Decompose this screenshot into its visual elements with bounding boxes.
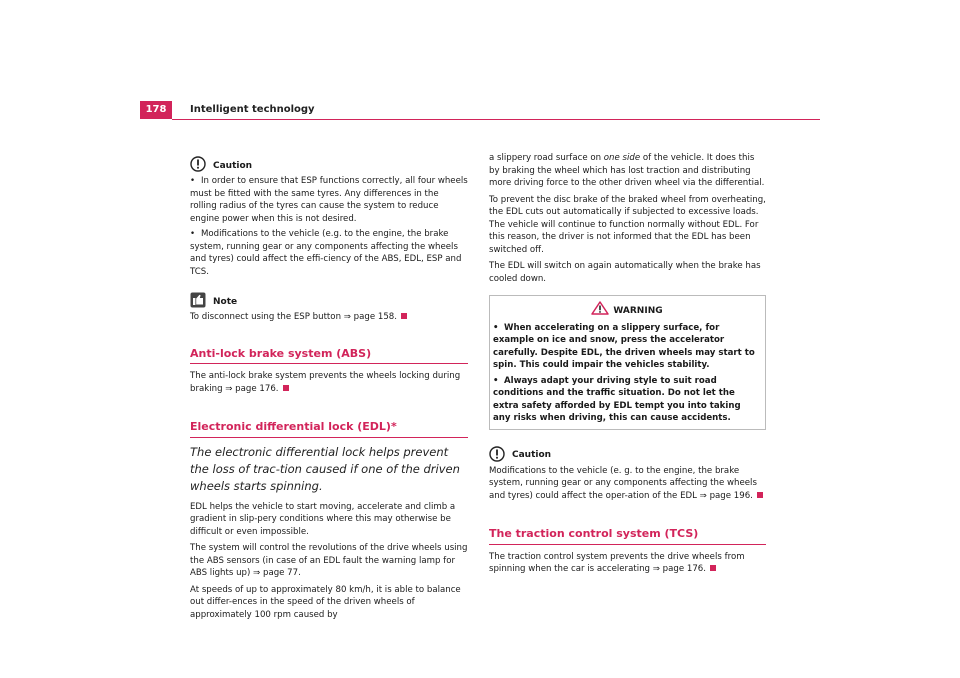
end-mark-icon (757, 492, 763, 498)
note-title: Note (213, 296, 238, 307)
warning-title: WARNING (613, 306, 663, 316)
abs-text: The anti-lock brake system prevents the wheels locking during braking ⇒ page 176. (190, 371, 461, 394)
warning-box (489, 295, 766, 430)
end-mark-icon (283, 385, 289, 391)
running-header: Intelligent technology (190, 104, 315, 115)
warning-heading (493, 301, 761, 318)
warning-bullet: • When accelerating on a slippery surface, for example on ice and snow, press the accelerator carefully. Despite EDL, the driven wheels may start to spin. This could impair the vehicles stability. (493, 322, 755, 370)
note-text: To disconnect using the ESP button ⇒ page 158. (190, 311, 468, 324)
tcs-text: The traction control system prevents the drive wheels from spinning when the car is accelerating ⇒ page 176. (489, 551, 745, 574)
abs-heading: Anti-lock brake system (ABS) (190, 348, 468, 365)
end-mark-icon (710, 565, 716, 571)
caution-icon (190, 156, 206, 172)
tcs-heading: The traction control system (TCS) (489, 528, 766, 545)
caution-title: Caution (213, 160, 253, 171)
caution-bullet: • In order to ensure that ESP functions correctly, all four wheels must be fitted with the same tyres. Any differences in the rolling radius of the tyres can cause the system to reduce engine power when this is not desired. (190, 176, 468, 224)
note-icon (190, 292, 206, 308)
page-number: 178 (140, 101, 172, 119)
edl-paragraph-continued: a slippery road surface on one side of the vehicle. It does this by braking the wheel which has lost traction and distributing more driving force to the other driven wheel via the differential. (489, 153, 765, 188)
edl-paragraph: The EDL will switch on again automatically when the brake has cooled down. (489, 261, 761, 284)
warning-bullet: • Always adapt your driving style to suit road conditions and the traffic situation. Do not let the extra safety afforded by EDL tempt you into taking any risks when driving, this can cause accidents. (493, 375, 741, 423)
edl-paragraph: At speeds of up to approximately 80 km/h, it is able to balance out differ-ences in the speed of the driven wheels of approximately 100 rpm caused by (190, 584, 461, 620)
caution-text: Modifications to the vehicle (e. g. to the engine, the brake system, running gear or any components affecting the wheels and tyres) could affect the oper-ation of the EDL ⇒ page 196. (489, 465, 766, 503)
caution-title: Caution (512, 450, 552, 460)
end-mark-icon (401, 313, 407, 319)
edl-paragraph: To prevent the disc brake of the braked wheel from overheating, the EDL cuts out automatically if subjected to excessive loads. The vehicle will continue to function normally without EDL. For this reason, the driver is not informed that the EDL has been switched off. (489, 194, 766, 255)
caution-icon (489, 446, 505, 462)
edl-heading: Electronic differential lock (EDL)* (190, 421, 468, 438)
caution-heading (489, 446, 766, 462)
caution-heading (190, 156, 468, 172)
caution-bullet: • Modifications to the vehicle (e.g. to the engine, the brake system, running gear or any components affecting the wheels and tyres) could affect the effi-ciency of the ABS, EDL, ESP and TCS. (190, 229, 462, 277)
warning-triangle-icon (591, 301, 609, 315)
left-column (190, 152, 468, 625)
right-column (489, 152, 766, 580)
edl-subtitle: The electronic differential lock helps prevent the loss of trac-tion caused if one of the driven wheels starts spinning. (190, 444, 460, 493)
edl-paragraph: The system will control the revolutions of the drive wheels using the ABS sensors (in case of an EDL fault the warning lamp for ABS lights up) ⇒ page 77. (190, 543, 468, 578)
edl-paragraph: EDL helps the vehicle to start moving, accelerate and climb a gradient in slip-pery conditions where this may otherwise be difficult or even impossible. (190, 501, 456, 537)
note-heading (190, 292, 468, 308)
header-rule (172, 119, 820, 120)
